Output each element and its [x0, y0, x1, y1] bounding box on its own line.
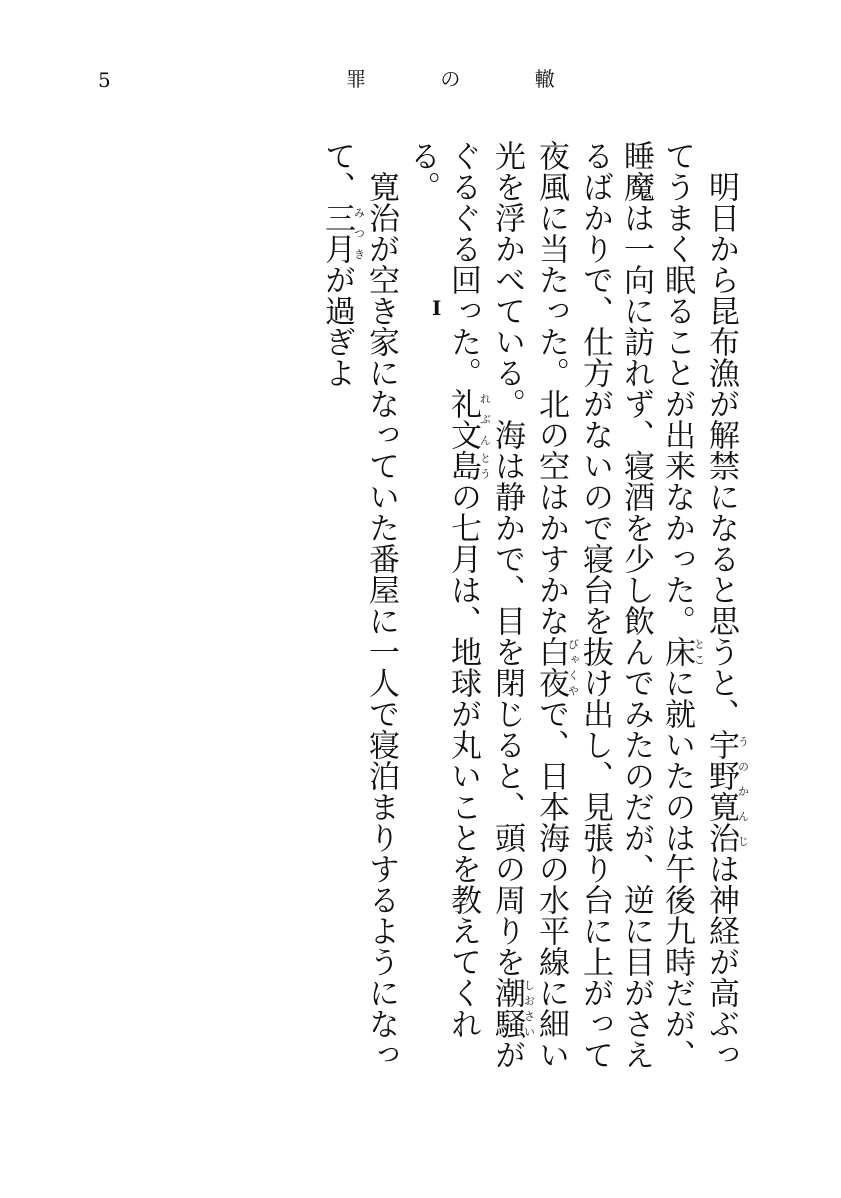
text-segment: の七月は、地球が丸いことを教えてくれる。 [404, 140, 481, 1039]
text-segment: がぐるぐる回った。 [445, 140, 525, 1070]
page-number: 5 [98, 68, 111, 92]
ruby-toko: 床とこ [659, 636, 706, 667]
ruby-mitsuki: 三月みつき [319, 202, 366, 264]
body-text [319, 140, 750, 1100]
ruby-shiosai: 潮騒しおさい [489, 977, 536, 1039]
text-segment: に就いたのは午後九時だが、睡魔は一向に訪れず、寝酒を少し飲んでみたのだが、逆に目がさえるばかりで、仕方がないので寝台を抜け出し、見張り台に上がって夜風に当たった。北の空はかすかな [533, 140, 695, 1070]
text-segment: 寛治が空き家になっていた番屋に一人で寝泊まりするようになって、 [319, 140, 399, 1070]
paragraph-1 [401, 140, 749, 1100]
running-title: 罪 の 轍 [346, 67, 589, 91]
section-marker: I [432, 296, 442, 320]
ruby-rebun: 礼文れぶん [445, 388, 492, 450]
paragraph-2 [316, 140, 401, 1100]
ruby-byakuya: 白夜びゃくや [533, 636, 580, 698]
ruby-uno-kanji: 宇野寛治うのかんじ [703, 729, 750, 853]
text-segment: で、日本海の水平線に細い光を浮かべている。海は静かで、目を閉じると、頭の周りを [489, 140, 569, 1070]
text-segment: が過ぎよ [319, 264, 355, 388]
ruby-tou: 島とう [445, 450, 492, 481]
text-segment: 明日から昆布漁が解禁になると思うと、 [703, 171, 739, 729]
text-segment: は神経が高ぶってうまく眠ることが出来なかった。 [659, 140, 739, 1070]
